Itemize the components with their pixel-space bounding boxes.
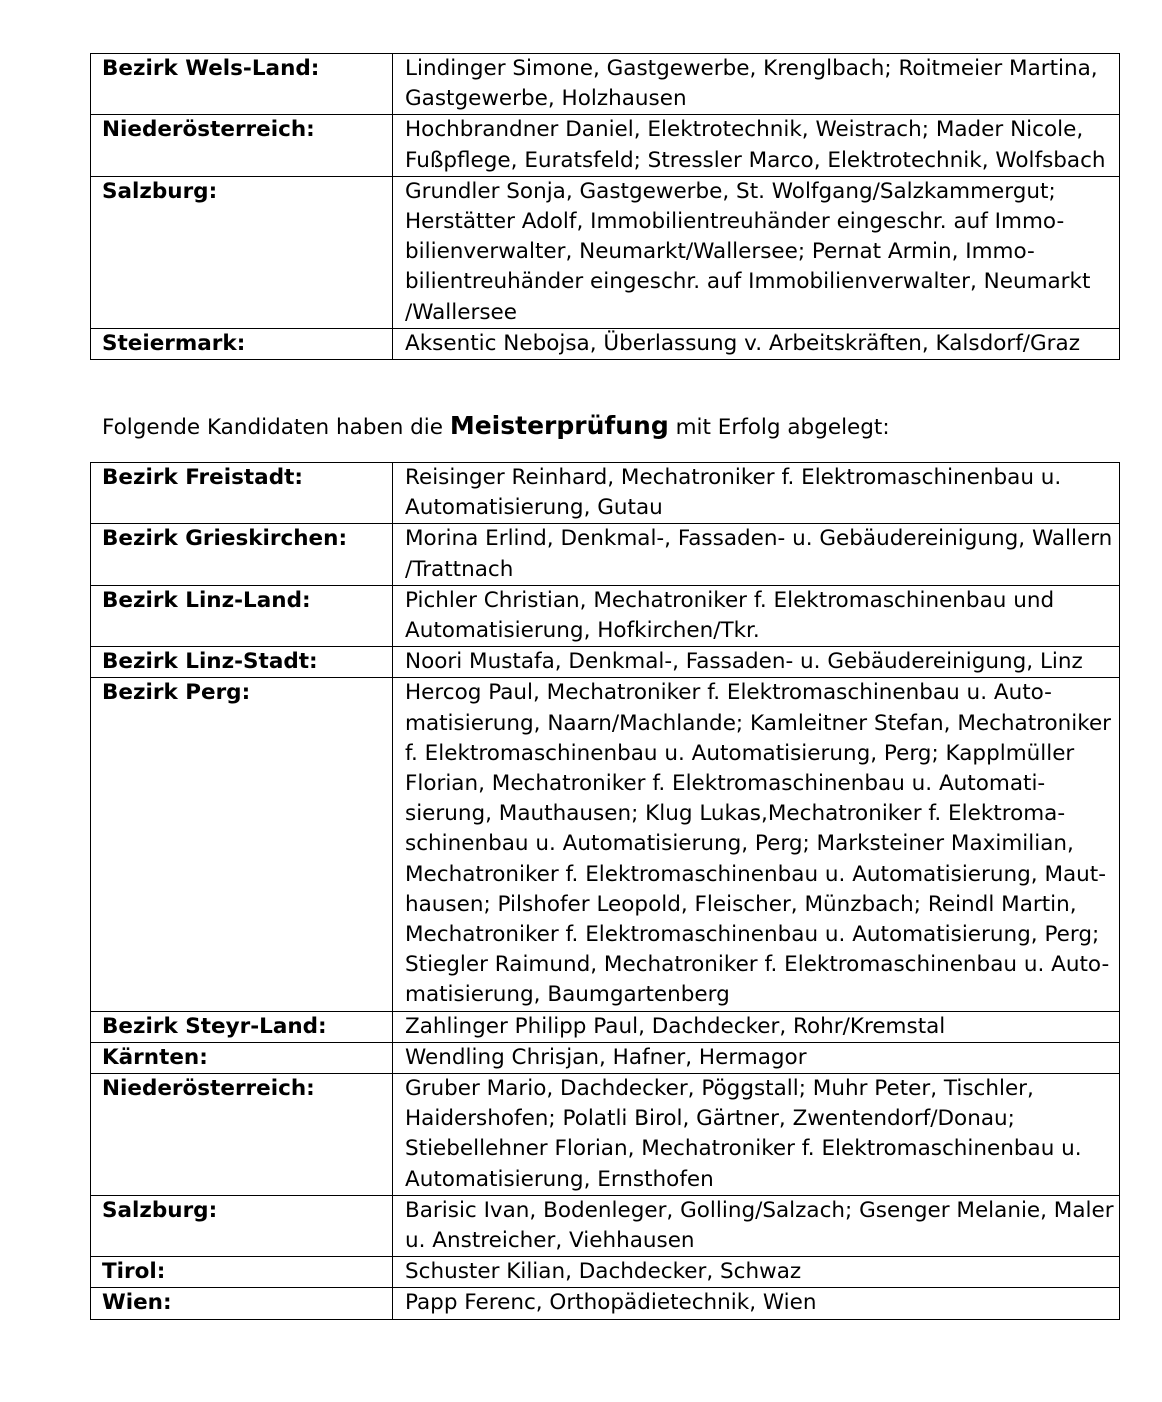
entries-cell	[393, 1257, 1120, 1288]
table-row	[91, 54, 1120, 115]
table-row	[91, 1195, 1120, 1256]
table-row	[91, 1011, 1120, 1042]
upper-table-body	[91, 54, 1120, 360]
entries-cell	[393, 1042, 1120, 1073]
entry-line: Hochbrandner Daniel, Elektrotechnik, Weistrach; Mader Nicole,	[405, 117, 1084, 143]
entry-line: Pichler Christian, Mechatroniker f. Elektromaschinenbau und	[405, 587, 1055, 613]
entries-cell	[393, 54, 1120, 115]
region-cell: Bezirk Wels-Land:	[91, 54, 393, 115]
region-cell: Steiermark:	[91, 328, 393, 359]
entry-line: f. Elektromaschinenbau u. Automatisierung, Perg; Kapplmüller	[405, 740, 1075, 766]
entries-cell	[393, 678, 1120, 1011]
entries-cell	[393, 1288, 1120, 1319]
region-cell: Wien:	[91, 1288, 393, 1319]
region-cell: Bezirk Linz-Stadt:	[91, 647, 393, 678]
entries-cell	[393, 463, 1120, 524]
entry-line: Stiebellehner Florian, Mechatroniker f. Elektromaschinenbau u.	[405, 1136, 1082, 1162]
entry-line: Hercog Paul, Mechatroniker f. Elektromaschinenbau u. Auto-	[405, 680, 1052, 706]
region-cell: Niederösterreich:	[91, 115, 393, 176]
entry-line: Reisinger Reinhard, Mechatroniker f. Elektromaschinenbau u.	[405, 465, 1062, 490]
intro-text-after: mit Erfolg abgelegt:	[668, 415, 890, 440]
entries-cell	[393, 328, 1120, 359]
region-cell: Kärnten:	[91, 1042, 393, 1073]
region-cell: Niederösterreich:	[91, 1074, 393, 1196]
table-row	[91, 176, 1120, 328]
master-exam-results-table	[90, 462, 1120, 1320]
entries-cell	[393, 647, 1120, 678]
table-row	[91, 1074, 1120, 1196]
region-cell: Salzburg:	[91, 1195, 393, 1256]
entry-line: Automatisierung, Hofkirchen/Tkr.	[405, 618, 760, 644]
entry-line: Florian, Mechatroniker f. Elektromaschinenbau u. Automati-	[405, 771, 1046, 797]
entry-line: u. Anstreicher, Viehhausen	[405, 1228, 695, 1254]
entry-line: matisierung, Naarn/Machlande; Kamleitner Stefan, Mechatroniker	[405, 710, 1112, 736]
entry-line: Grundler Sonja, Gastgewerbe, St. Wolfgang/Salzkammergut;	[405, 178, 1056, 204]
entries-cell	[393, 524, 1120, 585]
entry-line: Gastgewerbe, Holzhausen	[405, 86, 687, 112]
table-row	[91, 524, 1120, 585]
intro-text-before: Folgende Kandidaten haben die	[102, 415, 450, 440]
entry-line: Noori Mustafa, Denkmal-, Fassaden- u. Gebäudereinigung, Linz	[405, 649, 1083, 675]
entry-line: Automatisierung, Gutau	[405, 495, 663, 521]
entries-cell	[393, 115, 1120, 176]
entry-line: Lindinger Simone, Gastgewerbe, Krenglbach; Roitmeier Martina,	[405, 56, 1098, 81]
table-row	[91, 1288, 1120, 1319]
region-cell: Salzburg:	[91, 176, 393, 328]
region-cell: Bezirk Grieskirchen:	[91, 524, 393, 585]
entry-line: Stiegler Raimund, Mechatroniker f. Elektromaschinenbau u. Auto-	[405, 952, 1110, 978]
entry-line: Barisic Ivan, Bodenleger, Golling/Salzach; Gsenger Melanie, Maler	[405, 1197, 1114, 1223]
intro-emphasis: Meisterprüfung	[449, 411, 669, 440]
table-row	[91, 678, 1120, 1011]
entries-cell	[393, 585, 1120, 646]
entry-line: Aksentic Nebojsa, Überlassung v. Arbeitskräften, Kalsdorf/Graz	[405, 330, 1080, 356]
entry-line: Schuster Kilian, Dachdecker, Schwaz	[405, 1259, 802, 1285]
entries-cell	[393, 1074, 1120, 1196]
entry-line: Automatisierung, Ernsthofen	[405, 1166, 714, 1192]
entry-line: bilienverwalter, Neumarkt/Wallersee; Pernat Armin, Immo-	[405, 239, 1035, 265]
region-cell: Bezirk Freistadt:	[91, 463, 393, 524]
lower-table-body	[91, 463, 1120, 1320]
table-row	[91, 647, 1120, 678]
entry-line: Haidershofen; Polatli Birol, Gärtner, Zwentendorf/Donau;	[405, 1106, 1015, 1132]
entry-line: hausen; Pilshofer Leopold, Fleischer, Münzbach; Reindl Martin,	[405, 891, 1077, 917]
entry-line: /Trattnach	[405, 556, 514, 582]
entry-line: Mechatroniker f. Elektromaschinenbau u. Automatisierung, Maut-	[405, 861, 1106, 887]
region-cell: Bezirk Steyr-Land:	[91, 1011, 393, 1042]
entry-line: Papp Ferenc, Orthopädietechnik, Wien	[405, 1290, 817, 1316]
entry-line: Herstätter Adolf, Immobilientreuhänder eingeschr. auf Immo-	[405, 209, 1065, 235]
table-row	[91, 115, 1120, 176]
entry-line: Wendling Chrisjan, Hafner, Hermagor	[405, 1044, 807, 1070]
entry-line: Mechatroniker f. Elektromaschinenbau u. Automatisierung, Perg;	[405, 922, 1100, 948]
entry-line: Fußpflege, Euratsfeld; Stressler Marco, Elektrotechnik, Wolfsbach	[405, 147, 1106, 173]
entry-line: matisierung, Baumgartenberg	[405, 982, 730, 1008]
table-row	[91, 1042, 1120, 1073]
table-row	[91, 463, 1120, 524]
entry-line: schinenbau u. Automatisierung, Perg; Marksteiner Maximilian,	[405, 831, 1074, 857]
table-row	[91, 585, 1120, 646]
table-row	[91, 328, 1120, 359]
region-cell: Tirol:	[91, 1257, 393, 1288]
entries-cell	[393, 1011, 1120, 1042]
entry-line: Morina Erlind, Denkmal-, Fassaden- u. Gebäudereinigung, Wallern	[405, 526, 1113, 552]
region-cell: Bezirk Linz-Land:	[91, 585, 393, 646]
entry-line: sierung, Mauthausen; Klug Lukas,Mechatroniker f. Elektroma-	[405, 801, 1066, 827]
entries-cell	[393, 176, 1120, 328]
entry-line: Gruber Mario, Dachdecker, Pöggstall; Muhr Peter, Tischler,	[405, 1076, 1034, 1102]
entry-line: /Wallersee	[405, 299, 517, 325]
upper-results-table	[90, 53, 1120, 360]
entry-line: Zahlinger Philipp Paul, Dachdecker, Rohr/Kremstal	[405, 1013, 946, 1039]
entry-line: bilientreuhänder eingeschr. auf Immobilienverwalter, Neumarkt	[405, 269, 1091, 295]
table-row	[91, 1257, 1120, 1288]
region-cell: Bezirk Perg:	[91, 678, 393, 1011]
entries-cell	[393, 1195, 1120, 1256]
exam-intro-sentence	[102, 409, 890, 445]
